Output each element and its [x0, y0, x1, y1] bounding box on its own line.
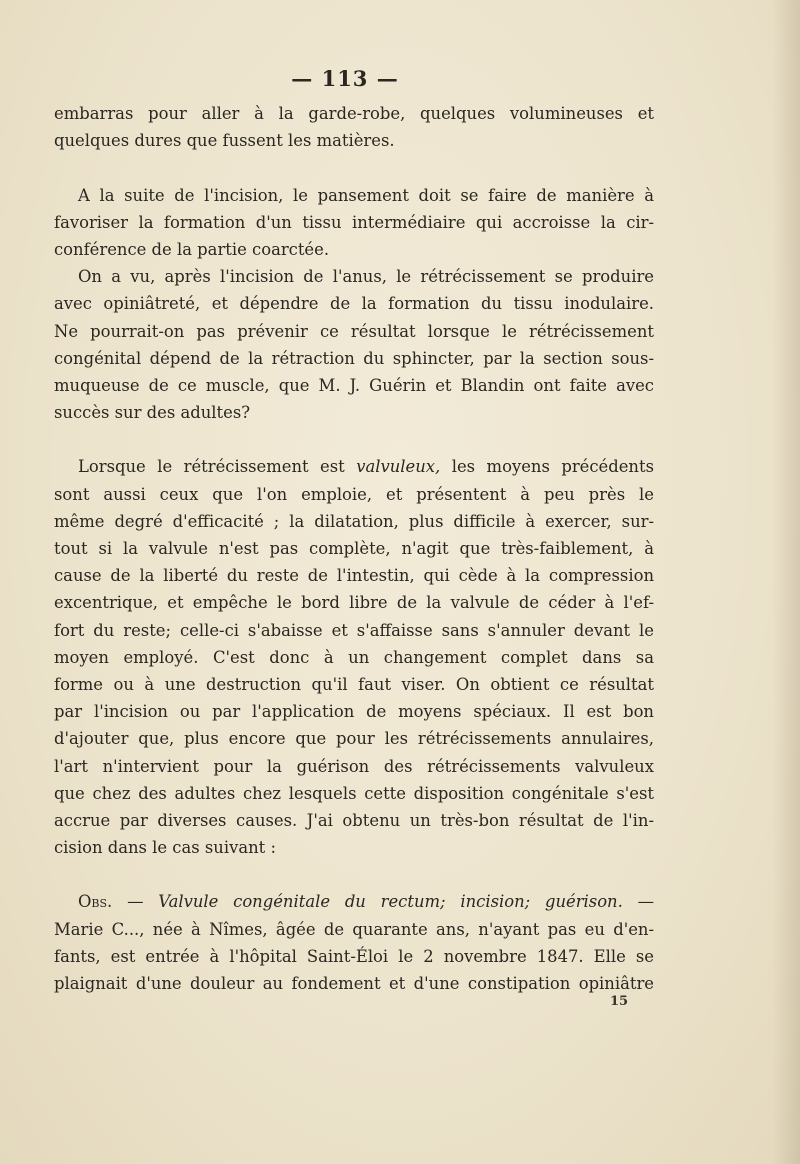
paragraph-gap [54, 154, 654, 181]
text-line: Marie C..., née à Nîmes, âgée de quarante ans, n'ayant pas eu d'en- [54, 919, 654, 939]
text-line: sont aussi ceux que l'on emploie, et présentent à peu près le [54, 484, 654, 504]
text-line: favoriser la formation d'un tissu intermédiaire qui accroisse la cir- [54, 212, 654, 232]
page-number: — 113 — [291, 66, 399, 91]
page-edge-shadow [772, 0, 800, 1164]
text-line: cision dans le cas suivant : [54, 838, 276, 858]
obs-title: Valvule congénitale du rectum; incision; guérison. [158, 892, 623, 912]
text-line: muqueuse de ce muscle, que M. J. Guérin et Blandin ont faite avec [54, 375, 654, 395]
text-line: excentrique, et empêche le bord libre de la valvule de céder à l'ef- [54, 593, 654, 613]
paragraph-gap [54, 861, 654, 888]
text-line: forme ou à une destruction qu'il faut viser. On obtient ce résultat [54, 674, 654, 694]
paragraph-gap [54, 426, 654, 453]
text-line: A la suite de l'incision, le pansement doit se faire de manière à [78, 185, 654, 205]
text-run: Lorsque le rétrécissement est [78, 457, 357, 477]
text-line: même degré d'efficacité ; la dilatation, plus difficile à exercer, sur- [54, 511, 654, 531]
text-line: moyen employé. C'est donc à un changement complet dans sa [54, 647, 654, 667]
text-line: congénital dépend de la rétraction du sphincter, par la section sous- [54, 348, 654, 368]
text-line: embarras pour aller à la garde-robe, quelques volumineuses et [54, 104, 654, 123]
text-line: tout si la valvule n'est pas complète, n'agit que très-faiblement, à [54, 539, 654, 558]
text-line: par l'incision ou par l'application de moyens spéciaux. Il est bon [54, 702, 654, 722]
text-line: que chez des adultes chez lesquels cette disposition congénitale s'est [54, 783, 654, 803]
italic-term: valvuleux, [356, 457, 441, 477]
text-line: quelques dures que fussent les matières. [54, 131, 395, 151]
text-line: d'ajouter que, plus encore que pour les rétrécissements annulaires, [54, 729, 654, 749]
obs-dash: — [622, 892, 655, 912]
text-line: fants, est entrée à l'hôpital Saint-Éloi le 2 novembre 1847. Elle se [54, 946, 654, 966]
text-line: l'art n'intervient pour la guérison des rétrécissements valvuleux [54, 756, 654, 776]
text-line: avec opiniâtreté, et dépendre de la formation du tissu inodulaire. [54, 294, 654, 314]
observation-heading [54, 888, 654, 915]
text-line-mixed [54, 453, 654, 480]
text-line: accrue par diverses causes. J'ai obtenu un très-bon résultat de l'in- [54, 810, 654, 830]
text-line: fort du reste; celle-ci s'abaisse et s'affaisse sans s'annuler devant le [54, 620, 654, 640]
text-line: cause de la liberté du reste de l'intestin, qui cède à la compression [54, 566, 654, 586]
signature-mark: 15 [610, 994, 629, 1009]
text-line: Ne pourrait-on pas prévenir ce résultat lorsque le rétrécissement [54, 321, 654, 341]
obs-label: Obs. [78, 892, 113, 912]
text-run: les moyens précédents [440, 457, 654, 477]
obs-dash: — [112, 892, 159, 912]
text-line: plaignait d'une douleur au fondement et d'une constipation opiniâtre [54, 974, 654, 993]
text-line: succès sur des adultes? [54, 403, 251, 423]
text-line: conférence de la partie coarctée. [54, 239, 330, 259]
body-text [54, 100, 654, 997]
text-line: On a vu, après l'incision de l'anus, le rétrécissement se produire [78, 267, 654, 287]
